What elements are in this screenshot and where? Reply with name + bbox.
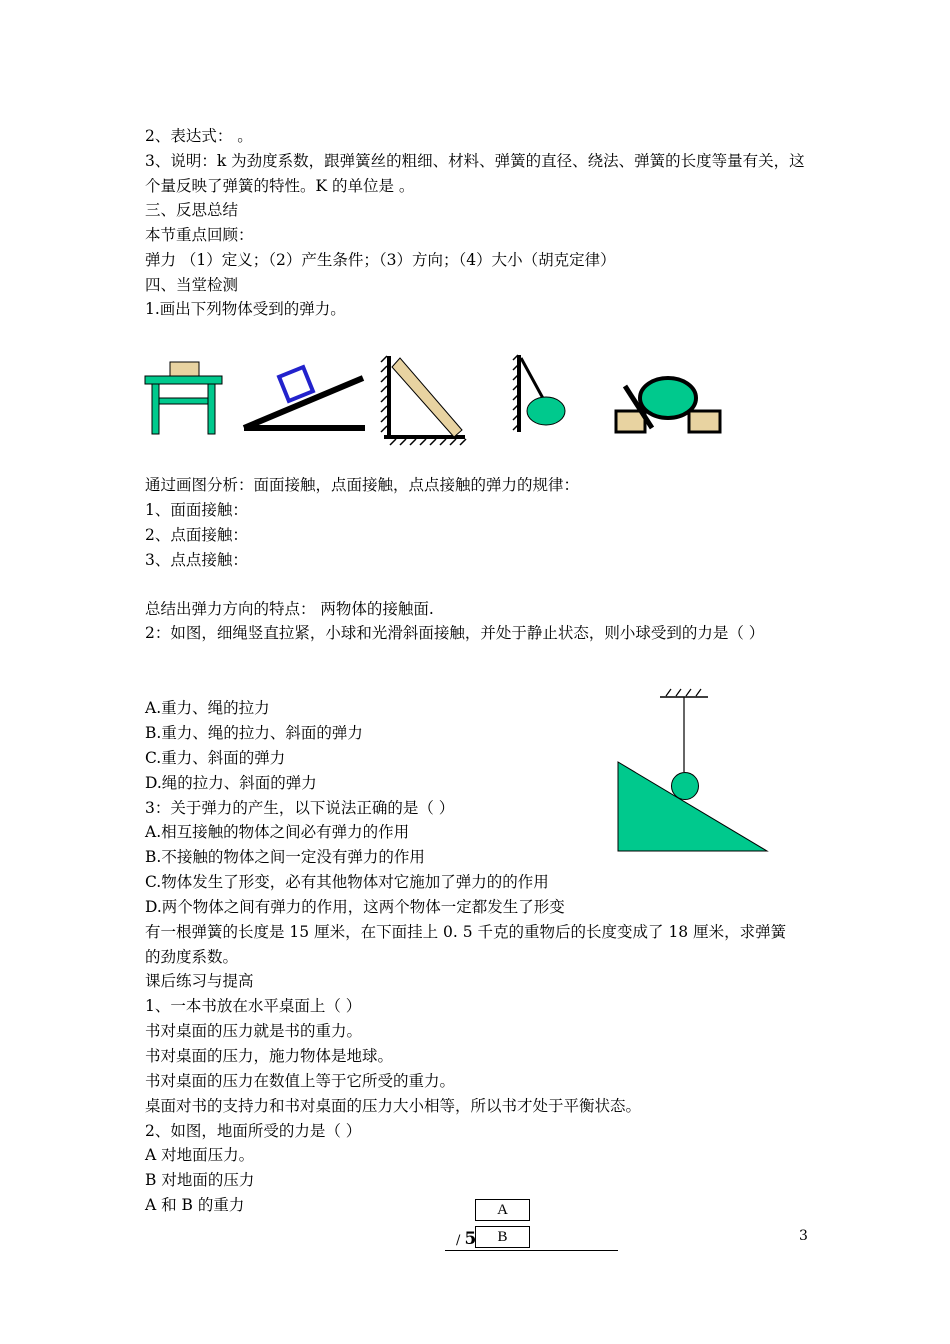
footer-line bbox=[445, 1250, 618, 1251]
table-with-block-figure bbox=[145, 362, 222, 434]
page-total: 5 bbox=[464, 1229, 477, 1249]
text-line: A.相互接触的物体之间必有弹力的作用 bbox=[145, 823, 410, 841]
box-b: B bbox=[475, 1226, 530, 1248]
text-line: 总结出弹力方向的特点： 两物体的接触面. bbox=[145, 600, 434, 618]
text-line: 桌面对书的支持力和书对桌面的压力大小相等，所以书才处于平衡状态。 bbox=[145, 1097, 642, 1115]
elastic-force-figures bbox=[0, 0, 950, 460]
text-line: 2、点面接触： bbox=[145, 526, 248, 544]
text-line: 四、当堂检测 bbox=[145, 276, 239, 294]
text-line: 3、点点接触： bbox=[145, 551, 248, 569]
text-line: C.重力、斜面的弹力 bbox=[145, 749, 286, 767]
box-a: A bbox=[475, 1199, 530, 1221]
hanging-ball-figure bbox=[513, 355, 565, 432]
block-on-incline-figure bbox=[244, 367, 365, 428]
text-line: 本节重点回顾： bbox=[145, 226, 254, 244]
text-line: 个量反映了弹簧的特性。K 的单位是 。 bbox=[145, 177, 415, 195]
text-line: 1、面面接触： bbox=[145, 501, 248, 519]
page-number: 3 bbox=[799, 1228, 808, 1244]
text-line: 书对桌面的压力就是书的重力。 bbox=[145, 1022, 363, 1040]
text-line: A.重力、绳的拉力 bbox=[145, 699, 270, 717]
text-line: B.不接触的物体之间一定没有弹力的作用 bbox=[145, 848, 425, 866]
text-line: 的劲度系数。 bbox=[145, 948, 239, 966]
text-line: 2、表达式： 。 bbox=[145, 127, 253, 145]
page-fraction bbox=[456, 1229, 476, 1249]
text-line: 3、说明：k 为劲度系数，跟弹簧丝的粗细、材料、弹簧的直径、绕法、弹簧的长度等量有关，这 bbox=[145, 152, 805, 170]
rod-against-wall-figure bbox=[381, 356, 466, 445]
text-line: B 对地面的压力 bbox=[145, 1171, 255, 1189]
text-line: 书对桌面的压力在数值上等于它所受的重力。 bbox=[145, 1072, 456, 1090]
text-line: 2、如图，地面所受的力是（ ） bbox=[145, 1122, 362, 1140]
text-line: A 和 B 的重力 bbox=[145, 1196, 245, 1214]
text-line: 三、反思总结 bbox=[145, 201, 239, 219]
text-line: D.绳的拉力、斜面的弹力 bbox=[145, 774, 317, 792]
ball-on-blocks-figure bbox=[616, 378, 720, 432]
text-line: D.两个物体之间有弹力的作用，这两个物体一定都发生了形变 bbox=[145, 898, 565, 916]
text-line: A 对地面压力。 bbox=[145, 1146, 255, 1164]
text-line: 1、一本书放在水平桌面上（ ） bbox=[145, 997, 362, 1015]
text-line: 1.画出下列物体受到的弹力。 bbox=[145, 300, 346, 318]
text-line: 弹力 （1）定义；（2）产生条件；（3）方向；（4）大小（胡克定律） bbox=[145, 251, 616, 269]
text-line: 书对桌面的压力，施力物体是地球。 bbox=[145, 1047, 394, 1065]
page-slash: / bbox=[456, 1233, 461, 1248]
text-line: 3：关于弹力的产生，以下说法正确的是（ ） bbox=[145, 799, 455, 817]
text-line: 课后练习与提高 bbox=[145, 972, 254, 990]
text-line: 通过画图分析：面面接触，点面接触，点点接触的弹力的规律： bbox=[145, 476, 580, 494]
text-line: 有一根弹簧的长度是 15 厘米，在下面挂上 0. 5 千克的重物后的长度变成了 18 厘米，求弹簧 bbox=[145, 923, 787, 941]
text-line: 2：如图，细绳竖直拉紧，小球和光滑斜面接触，并处于静止状态，则小球受到的力是（ ） bbox=[145, 624, 765, 642]
text-line: B.重力、绳的拉力、斜面的弹力 bbox=[145, 724, 363, 742]
text-line: C.物体发生了形变，必有其他物体对它施加了弹力的的作用 bbox=[145, 873, 549, 891]
